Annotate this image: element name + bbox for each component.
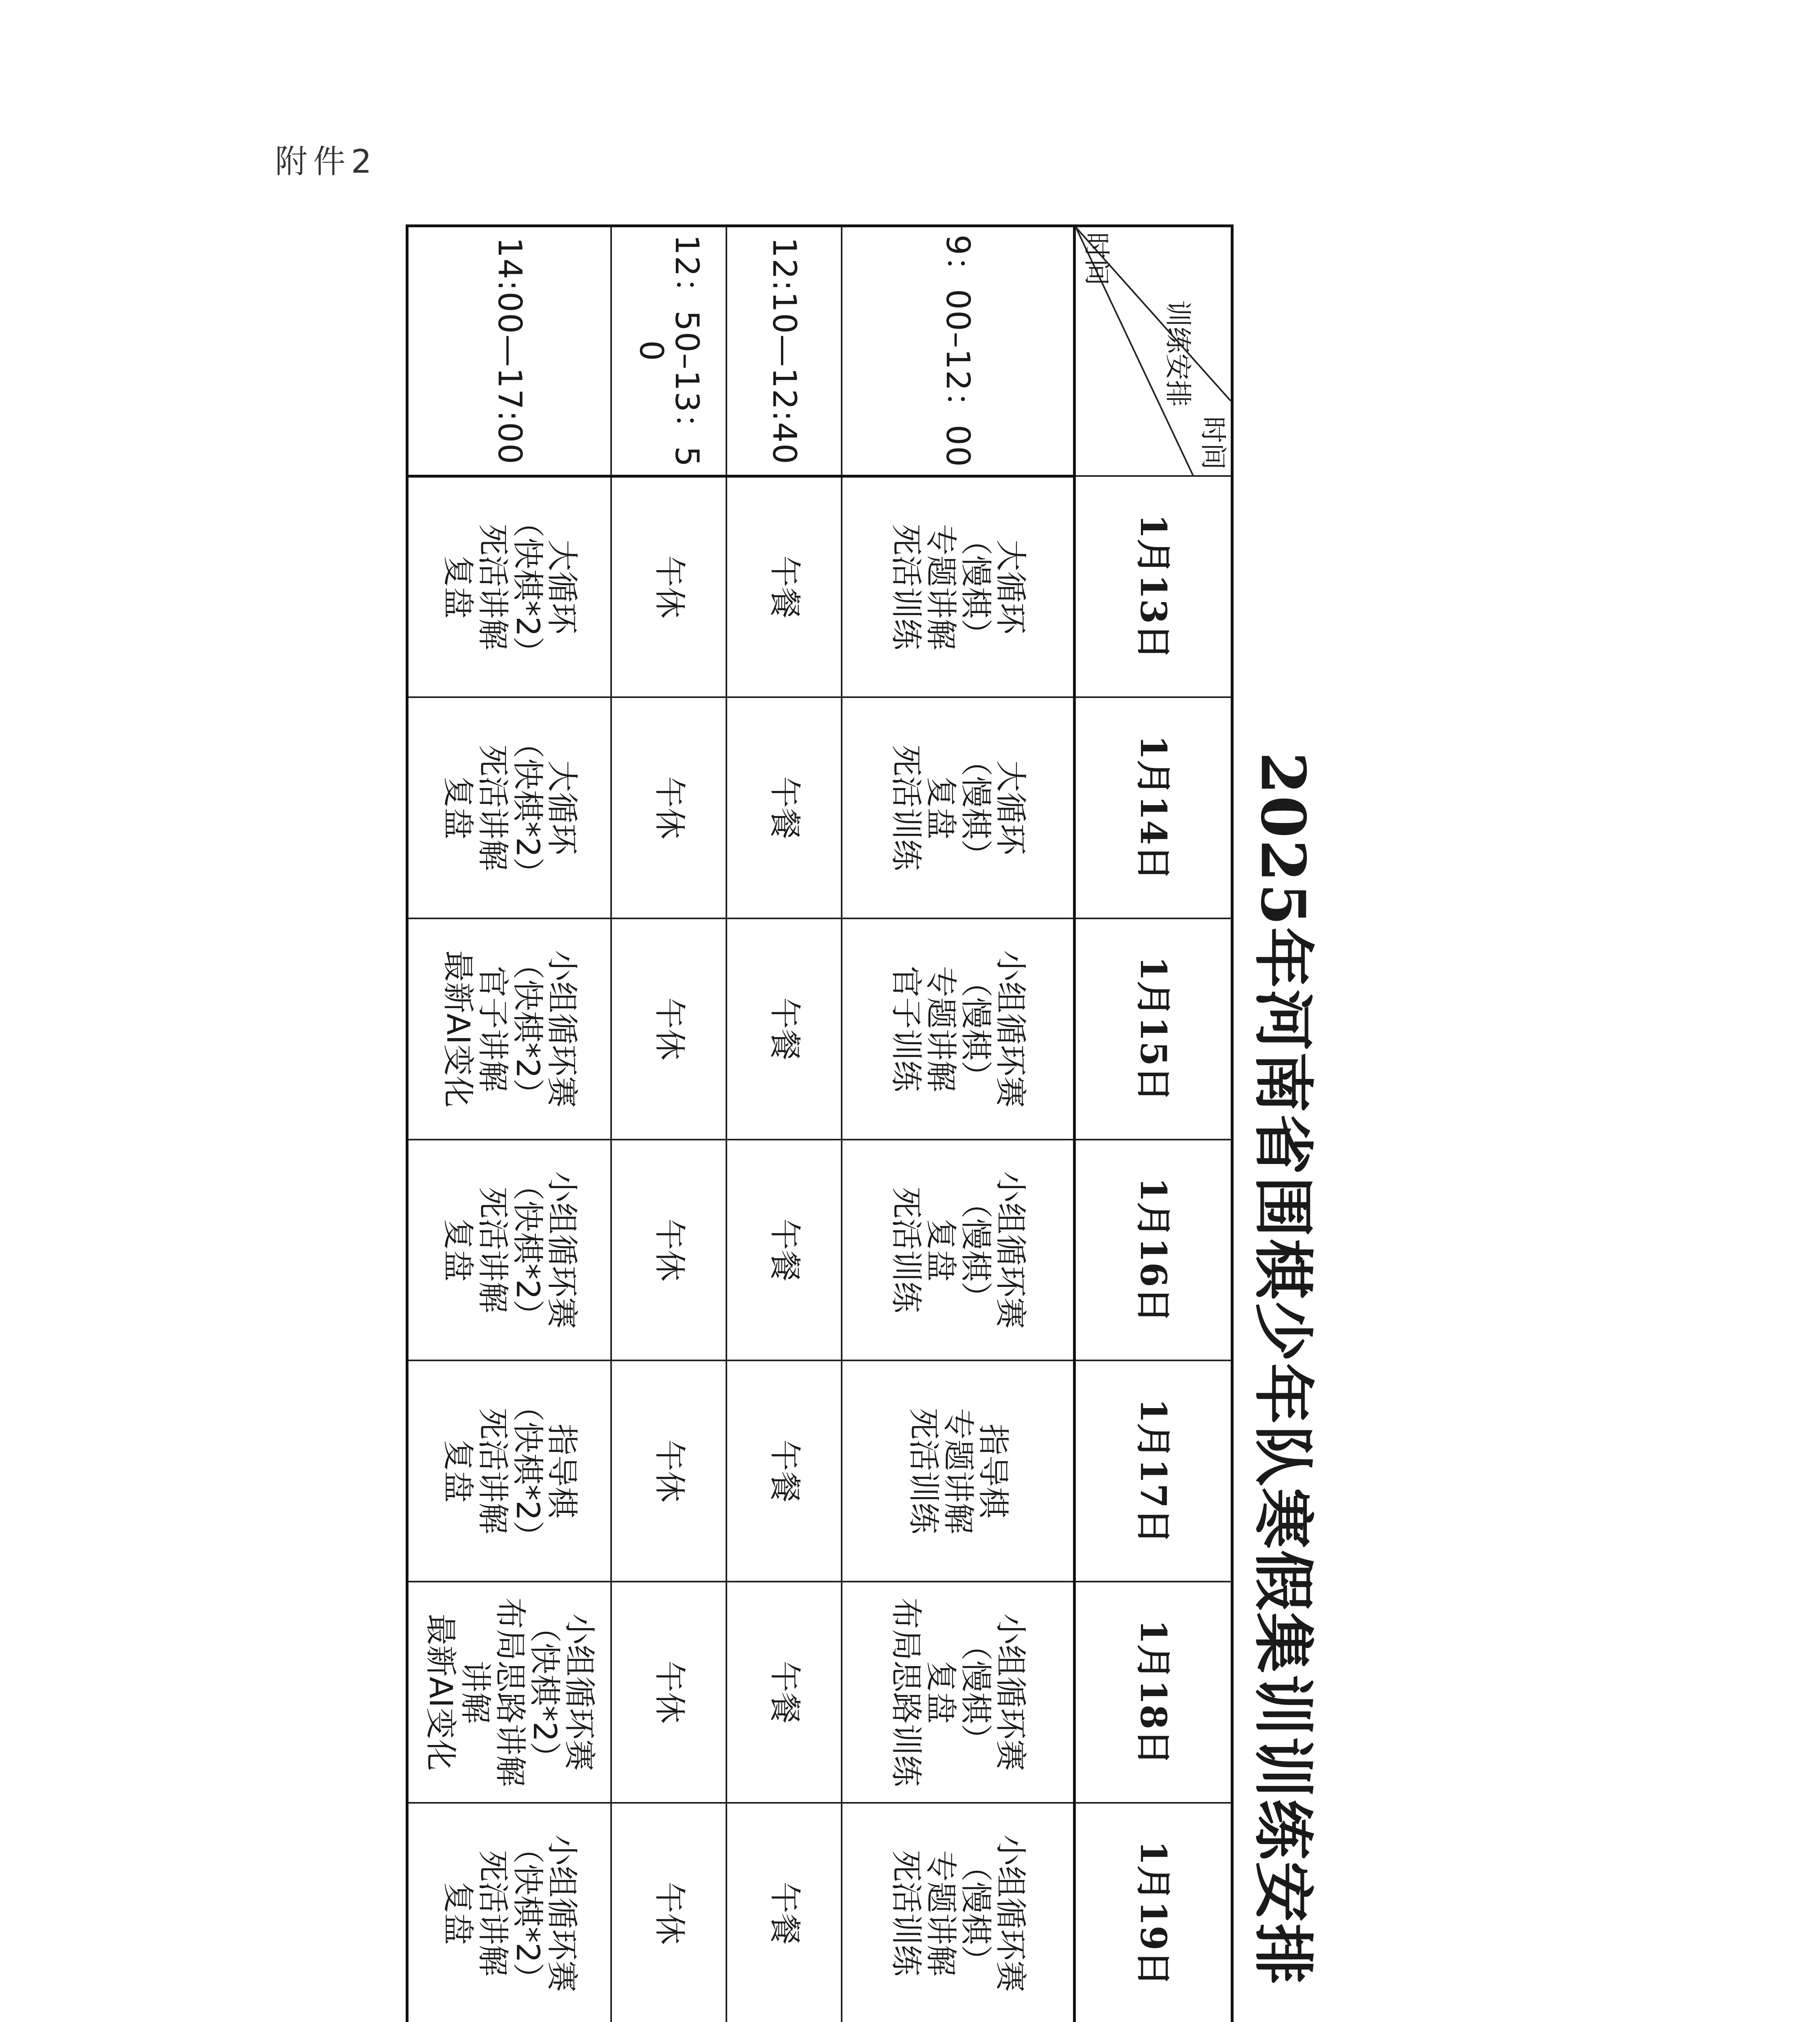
schedule-cell bbox=[407, 918, 612, 1140]
schedule-cell-line: 午休 bbox=[651, 555, 688, 619]
schedule-cell bbox=[407, 1360, 612, 1582]
date-header: 1月15日 bbox=[1075, 918, 1232, 1140]
schedule-cell-line: 最新AI变化 bbox=[439, 950, 476, 1108]
schedule-cell-line: 布局思路训练 bbox=[888, 1597, 925, 1787]
schedule-cell-line: （快棋*2） bbox=[509, 1169, 546, 1331]
schedule-cell-line: （快棋*2） bbox=[509, 727, 546, 889]
schedule-cell-line: 专题讲解 bbox=[940, 1408, 977, 1534]
schedule-cell bbox=[727, 1360, 842, 1582]
attachment-label: 附件2 bbox=[275, 143, 377, 180]
schedule-cell bbox=[407, 1140, 612, 1361]
schedule-cell-line: 最新AI变化 bbox=[422, 1614, 459, 1771]
time-slot-cell: 12:10—12:40 bbox=[727, 226, 842, 476]
schedule-cell-line: 小组循环赛 bbox=[544, 1171, 580, 1329]
schedule-cell-line: 午餐 bbox=[766, 1218, 803, 1282]
schedule-cell-line: （快棋*2） bbox=[509, 1390, 546, 1552]
schedule-cell bbox=[612, 1360, 727, 1582]
schedule-cell bbox=[727, 697, 842, 918]
corner-top-right-label: 时间 bbox=[1198, 416, 1229, 470]
schedule-cell bbox=[612, 918, 727, 1140]
time-slot-cell: 14:00—17:00 bbox=[407, 226, 612, 476]
schedule-cell-line: 小组循环赛 bbox=[992, 1834, 1029, 1992]
schedule-cell bbox=[842, 1360, 1075, 1582]
schedule-cell-line: 小组循环赛 bbox=[544, 1834, 580, 1992]
schedule-cell-line: 官子训练 bbox=[888, 966, 925, 1092]
schedule-cell-line: 午休 bbox=[651, 997, 688, 1061]
schedule-cell-line: 小组循环赛 bbox=[992, 950, 1029, 1108]
schedule-cell bbox=[612, 697, 727, 918]
schedule-cell bbox=[842, 1582, 1075, 1803]
schedule-cell-line: 复盘 bbox=[923, 1218, 959, 1282]
schedule-cell-line: 复盘 bbox=[923, 776, 959, 840]
schedule-cell-line: 大循环 bbox=[992, 760, 1029, 855]
schedule-cell bbox=[612, 476, 727, 697]
schedule-cell-line: 午餐 bbox=[766, 997, 803, 1061]
date-header: 1月16日 bbox=[1075, 1140, 1232, 1361]
corner-bottom-left-label: 时间 bbox=[1081, 232, 1112, 286]
table-row bbox=[842, 226, 1075, 2022]
schedule-cell bbox=[727, 1582, 842, 1803]
schedule-cell-line: 午休 bbox=[651, 1660, 688, 1724]
schedule-cell-line: 专题讲解 bbox=[923, 524, 959, 650]
date-header: 1月18日 bbox=[1075, 1582, 1232, 1803]
schedule-cell bbox=[407, 697, 612, 918]
table-row bbox=[612, 226, 727, 2022]
schedule-cell-line: （慢棋） bbox=[957, 1850, 994, 1977]
schedule-cell-line: 午餐 bbox=[766, 1882, 803, 1945]
schedule-cell-line: 大循环 bbox=[992, 539, 1029, 635]
schedule-cell-line: （慢棋） bbox=[957, 524, 994, 650]
rotated-schedule-frame bbox=[408, 224, 1343, 2022]
schedule-cell-line: （快棋*2） bbox=[509, 1832, 546, 1995]
schedule-cell-line: 小组循环赛 bbox=[992, 1613, 1029, 1771]
schedule-cell-line: 小组循环赛 bbox=[561, 1613, 598, 1771]
schedule-cell-line: 指导棋 bbox=[974, 1423, 1011, 1519]
schedule-cell-line: 布局思路讲解讲解 bbox=[457, 1597, 528, 1787]
schedule-cell-line: 官子讲解 bbox=[474, 966, 511, 1092]
document-title: 2025年河南省围棋少年队寒假集训训练安排 bbox=[1247, 752, 1318, 1986]
schedule-cell-line: 死活讲解 bbox=[474, 524, 511, 650]
schedule-cell-line: 死活训练 bbox=[905, 1408, 942, 1534]
schedule-cell-line: 死活讲解 bbox=[474, 1850, 511, 1977]
schedule-cell-line: 死活训练 bbox=[888, 1850, 925, 1977]
schedule-cell-line: 午休 bbox=[651, 776, 688, 840]
schedule-cell-line: 死活训练 bbox=[888, 745, 925, 871]
schedule-cell-line: 午餐 bbox=[766, 555, 803, 619]
schedule-cell-line: （慢棋） bbox=[957, 1187, 994, 1313]
schedule-cell bbox=[407, 476, 612, 697]
schedule-cell bbox=[727, 1140, 842, 1361]
schedule-cell-line: 复盘 bbox=[439, 1882, 476, 1945]
table-row bbox=[727, 226, 842, 2022]
schedule-cell-line: 复盘 bbox=[439, 1218, 476, 1282]
schedule-cell bbox=[842, 476, 1075, 697]
schedule-cell-line: 午休 bbox=[651, 1882, 688, 1945]
training-schedule-table bbox=[406, 224, 1234, 2022]
date-header-row bbox=[1075, 226, 1232, 2022]
schedule-cell-line: 复盘 bbox=[439, 1439, 476, 1503]
schedule-cell-line: 专题讲解 bbox=[923, 966, 959, 1092]
schedule-cell-line: 小组循环赛 bbox=[544, 950, 580, 1108]
schedule-cell bbox=[727, 1803, 842, 2022]
schedule-cell-line: 死活讲解 bbox=[474, 745, 511, 871]
schedule-cell-line: 死活训练 bbox=[888, 1187, 925, 1313]
schedule-cell-line: 复盘 bbox=[439, 776, 476, 840]
schedule-cell bbox=[407, 1803, 612, 2022]
corner-middle-label: 训练安排 bbox=[1162, 300, 1194, 407]
corner-header-cell bbox=[1075, 226, 1232, 476]
schedule-cell-line: 复盘 bbox=[439, 555, 476, 619]
schedule-cell-line: 死活讲解 bbox=[474, 1408, 511, 1534]
schedule-cell-line: （快棋*2） bbox=[509, 506, 546, 668]
schedule-cell bbox=[612, 1582, 727, 1803]
schedule-cell-line: 死活训练 bbox=[888, 524, 925, 650]
schedule-cell-line: 午休 bbox=[651, 1218, 688, 1282]
schedule-cell-line: 午休 bbox=[651, 1439, 688, 1503]
schedule-cell-line: （慢棋） bbox=[957, 966, 994, 1092]
time-slot-cell: 9：00–12：00 bbox=[842, 226, 1075, 476]
schedule-cell bbox=[612, 1803, 727, 2022]
schedule-cell bbox=[842, 697, 1075, 918]
schedule-cell bbox=[842, 1803, 1075, 2022]
schedule-cell bbox=[727, 918, 842, 1140]
schedule-cell-line: 大循环 bbox=[544, 539, 580, 635]
schedule-cell bbox=[842, 918, 1075, 1140]
table-row bbox=[407, 226, 612, 2022]
schedule-cell-line: 死活讲解 bbox=[474, 1187, 511, 1313]
schedule-cell-line: 指导棋 bbox=[544, 1423, 580, 1519]
schedule-cell bbox=[727, 476, 842, 697]
schedule-cell-line: （快棋*2） bbox=[509, 948, 546, 1110]
schedule-cell bbox=[842, 1140, 1075, 1361]
schedule-cell-line: 午餐 bbox=[766, 776, 803, 840]
schedule-cell-line: 专题讲解 bbox=[923, 1850, 959, 1977]
date-header: 1月13日 bbox=[1075, 476, 1232, 697]
schedule-cell-line: 午餐 bbox=[766, 1439, 803, 1503]
schedule-cell-line: 小组循环赛 bbox=[992, 1171, 1029, 1329]
schedule-cell-line: （快棋*2） bbox=[526, 1611, 563, 1773]
schedule-cell-line: （慢棋） bbox=[957, 745, 994, 871]
date-header: 1月19日 bbox=[1075, 1803, 1232, 2022]
schedule-cell-line: 复盘 bbox=[923, 1660, 959, 1724]
schedule-cell bbox=[407, 1582, 612, 1803]
date-header: 1月14日 bbox=[1075, 697, 1232, 918]
schedule-cell-line: 大循环 bbox=[544, 760, 580, 855]
schedule-cell-line: 午餐 bbox=[766, 1660, 803, 1724]
schedule-cell bbox=[612, 1140, 727, 1361]
date-header: 1月17日 bbox=[1075, 1360, 1232, 1582]
schedule-cell-line: （慢棋） bbox=[957, 1629, 994, 1756]
time-slot-cell: 12：50–13：50 bbox=[612, 226, 727, 476]
